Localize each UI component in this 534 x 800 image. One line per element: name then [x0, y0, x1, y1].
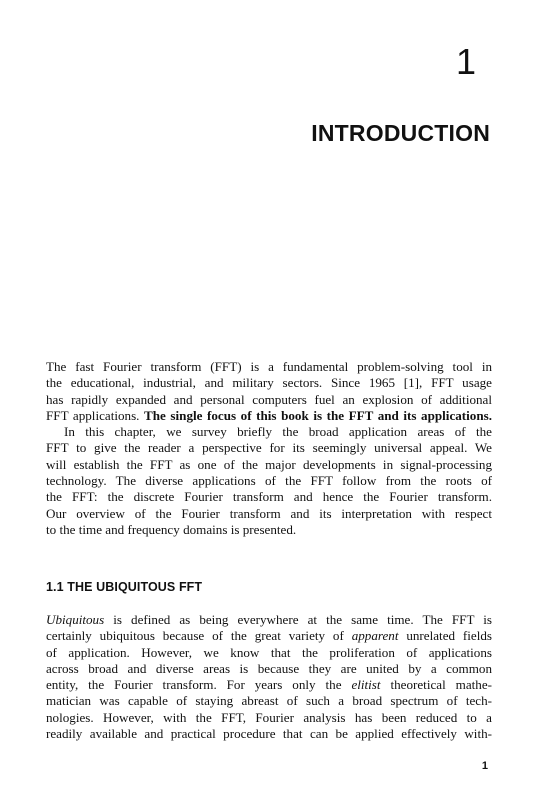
- intro-line: In this chapter, we survey briefly the broad application areas of the: [64, 424, 492, 440]
- intro-line: will establish the FFT as one of the major developments in signal-processing: [46, 456, 492, 472]
- intro-line: FFT to give the reader a perspective for its seemingly universal appeal. We: [46, 440, 492, 456]
- chapter-title: INTRODUCTION: [311, 120, 490, 146]
- intro-line: to the time and frequency domains is presented.: [46, 521, 297, 537]
- section-line: [46, 612, 492, 628]
- intro-line: technology. The diverse applications of the FFT follow from the roots of: [46, 473, 492, 489]
- section-line: readily available and practical procedure that can be applied effectively with-: [46, 726, 492, 742]
- intro-line: Our overview of the Fourier transform and its interpretation with respect: [46, 505, 492, 521]
- intro-line: the FFT: the discrete Fourier transform and hence the Fourier transform.: [46, 489, 492, 505]
- intro-line: [46, 408, 492, 424]
- intro-line: The fast Fourier transform (FFT) is a fundamental problem-solving tool in: [46, 359, 492, 374]
- section-line-text: certainly ubiquitous because of the great variety of: [46, 628, 352, 644]
- book-focus-statement: The single focus of this book is the FFT and its applications.: [144, 407, 492, 423]
- intro-line: the educational, industrial, and military sectors. Since 1965 [1], FFT usage: [46, 375, 492, 391]
- chapter-number: 1: [455, 41, 476, 82]
- intro-line: has rapidly expanded and personal computers fuel an explosion of additional: [46, 391, 492, 407]
- section-line-text: unrelated fields: [398, 628, 492, 644]
- apparent-term: apparent: [351, 628, 399, 644]
- ubiquitous-term: Ubiquitous: [46, 612, 105, 627]
- section-line-text: entity, the Fourier transform. For years only the: [46, 677, 352, 693]
- intro-line-text: FFT applications.: [46, 407, 140, 423]
- section-line: of application. However, we know that the proliferation of applications: [46, 644, 492, 660]
- section-line: across broad and diverse areas is because they are united by a common: [46, 660, 492, 676]
- section-heading: 1.1 THE UBIQUITOUS FFT: [46, 580, 203, 594]
- intro-paragraph: [46, 359, 492, 538]
- section-line: [46, 677, 492, 693]
- elitist-term: elitist: [351, 677, 381, 693]
- section-line-text: is defined as being everywhere at the same time. The FFT is: [104, 612, 492, 627]
- section-line: [46, 628, 492, 644]
- section-line: matician was capable of staying abreast of such a broad spectrum of tech-: [46, 693, 492, 709]
- section-paragraph: [46, 612, 492, 742]
- page-number: 1: [481, 760, 488, 772]
- section-line-text: theoretical mathe-: [380, 677, 492, 693]
- section-line: nologies. However, with the FFT, Fourier analysis has been reduced to a: [46, 709, 492, 725]
